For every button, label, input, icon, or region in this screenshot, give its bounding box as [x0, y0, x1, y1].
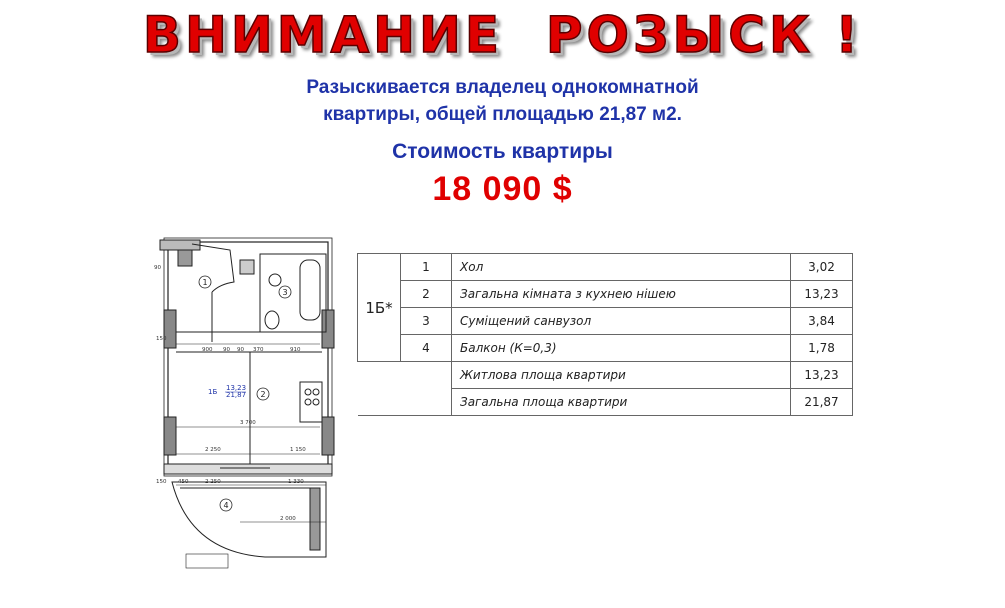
room-number: 4	[401, 335, 452, 362]
price-value: 18 090 $	[432, 170, 573, 208]
total-area-value: 21,87	[791, 389, 853, 416]
dim-910: 910	[290, 347, 301, 353]
dim-2000: 2 000	[280, 516, 296, 522]
room-name: Суміщений санвузол	[452, 308, 791, 335]
room-number: 3	[401, 308, 452, 335]
floor-plan	[150, 232, 340, 572]
plan-area-total: 21,87	[226, 391, 247, 399]
dim-3700: 3 700	[240, 420, 256, 426]
price-label: Стоимость квартиры	[392, 140, 613, 163]
dim-90b: 90	[237, 347, 244, 353]
plan-area-living: 13,23	[226, 384, 247, 392]
room-number: 1	[401, 254, 452, 281]
table-row	[358, 281, 853, 308]
living-area-label: Житлова площа квартири	[452, 362, 791, 389]
dim-450: 450	[178, 479, 189, 485]
dim-2250b: 2 250	[205, 479, 221, 485]
wanted-line-2: квартиры, общей площадью 21,87 м2.	[323, 104, 682, 125]
dim-1330: 1 330	[288, 479, 304, 485]
room-name: Загальна кімната з кухнею нішею	[452, 281, 791, 308]
dim-900: 900	[202, 347, 213, 353]
dim-370: 370	[253, 347, 264, 353]
wanted-line-1: Разыскивается владелец однокомнатной	[306, 77, 699, 98]
room-area: 3,84	[791, 308, 853, 335]
dim-150a: 150	[156, 336, 167, 342]
table-row	[358, 254, 853, 281]
area-table	[357, 253, 853, 416]
headline: ВНИМАНИЕ РОЗЫСК !	[142, 6, 863, 64]
dim-1150: 1 150	[290, 447, 306, 453]
table-row	[358, 362, 853, 389]
room-name: Хол	[452, 254, 791, 281]
table-row	[358, 335, 853, 362]
total-area-label: Загальна площа квартири	[452, 389, 791, 416]
wanted-text	[0, 74, 1005, 128]
dim-90a: 90	[223, 347, 230, 353]
room-area: 3,02	[791, 254, 853, 281]
room-area: 13,23	[791, 281, 853, 308]
dim-150b: 150	[156, 479, 167, 485]
room-1-label: 1	[202, 278, 208, 287]
room-number: 2	[401, 281, 452, 308]
room-3-label: 3	[282, 288, 288, 297]
dim-90c: 90	[154, 265, 161, 271]
room-4-label: 4	[223, 501, 229, 510]
room-area: 1,78	[791, 335, 853, 362]
room-2-label: 2	[260, 390, 266, 399]
dim-2250a: 2 250	[205, 447, 221, 453]
room-name: Балкон (К=0,3)	[452, 335, 791, 362]
table-row	[358, 389, 853, 416]
plan-apt-tag: 1Б	[208, 388, 218, 396]
apartment-code: 1Б*	[358, 254, 401, 362]
table-row	[358, 308, 853, 335]
living-area-value: 13,23	[791, 362, 853, 389]
